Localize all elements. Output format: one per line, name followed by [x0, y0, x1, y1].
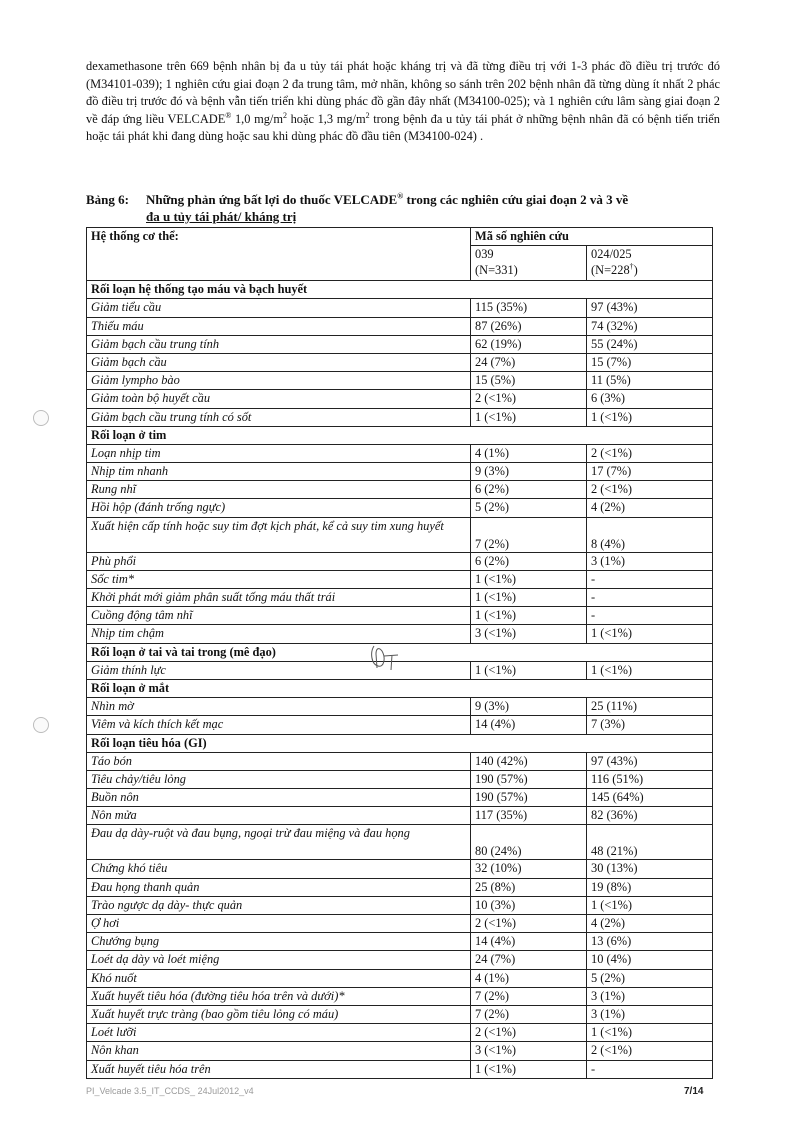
adverse-reaction-term: Rung nhĩ: [87, 481, 471, 499]
adverse-reaction-term: Hồi hộp (đánh trống ngực): [87, 499, 471, 517]
study-024-025-value: 25 (11%): [587, 698, 713, 716]
caption-text-2: trong các nghiên cứu giai đoạn 2 và 3 về: [403, 192, 629, 207]
table-row: [87, 770, 713, 788]
study-039-value: 117 (35%): [471, 807, 587, 825]
study-039-value: 15 (5%): [471, 372, 587, 390]
study-039-value: 1 (<1%): [471, 408, 587, 426]
adverse-reaction-term: Nhìn mờ: [87, 698, 471, 716]
study-024-025-value: 4 (2%): [587, 915, 713, 933]
study-n-close: ): [633, 263, 638, 278]
table-row: [87, 335, 713, 353]
adverse-reaction-term: Tiêu chảy/tiêu lỏng: [87, 770, 471, 788]
table-row: [87, 517, 713, 552]
table-row: [87, 1042, 713, 1060]
table-row: [87, 499, 713, 517]
table-row: [87, 570, 713, 588]
table-row: [87, 390, 713, 408]
study-024-025-value: 30 (13%): [587, 860, 713, 878]
category-label: Rối loạn ở tai và tai trong (mê đạo): [87, 643, 713, 661]
table-row: [87, 951, 713, 969]
table-row: [87, 716, 713, 734]
adverse-reaction-term: Chứng khó tiêu: [87, 860, 471, 878]
study-024-025-value: 15 (7%): [587, 353, 713, 371]
adverse-reaction-term: Xuất huyết trực tràng (bao gồm tiêu lỏng có máu): [87, 1005, 471, 1023]
table-row: [87, 860, 713, 878]
study-id: 039: [475, 247, 494, 262]
study-039-value: 115 (35%): [471, 299, 587, 317]
adverse-reaction-term: Sốc tim*: [87, 570, 471, 588]
category-row: [87, 426, 713, 444]
study-024-025-value: 3 (1%): [587, 1005, 713, 1023]
adverse-reaction-term: Phù phổi: [87, 552, 471, 570]
study-039-value: 1 (<1%): [471, 1060, 587, 1078]
study-024-025-value: 19 (8%): [587, 878, 713, 896]
table-row: [87, 1024, 713, 1042]
study-024-025-value: 82 (36%): [587, 807, 713, 825]
study-024-025-value: 2 (<1%): [587, 1042, 713, 1060]
study-039-value: 3 (<1%): [471, 625, 587, 643]
table-row: [87, 1060, 713, 1078]
table-row: [87, 1005, 713, 1023]
header-study-number: Mã số nghiên cứu: [471, 228, 713, 246]
superscript-2: 2: [283, 110, 287, 120]
study-n: (N=331): [475, 263, 518, 278]
adverse-reaction-term: Xuất huyết tiêu hóa (đường tiêu hóa trên và dưới)*: [87, 987, 471, 1005]
handwritten-mark-icon: [368, 642, 408, 672]
registered-mark: ®: [397, 191, 404, 201]
header-study-024-025: [587, 246, 713, 281]
study-024-025-value: 97 (43%): [587, 752, 713, 770]
study-039-value: 6 (2%): [471, 552, 587, 570]
study-039-value: 1 (<1%): [471, 661, 587, 679]
study-024-025-value: -: [587, 1060, 713, 1078]
header-study-039: [471, 246, 587, 281]
study-039-value: 190 (57%): [471, 770, 587, 788]
study-024-025-value: 2 (<1%): [587, 481, 713, 499]
study-039-value: 24 (7%): [471, 353, 587, 371]
study-039-value: 3 (<1%): [471, 1042, 587, 1060]
intro-paragraph: [86, 58, 720, 146]
table-row: [87, 825, 713, 860]
study-039-value: 6 (2%): [471, 481, 587, 499]
table-row: [87, 896, 713, 914]
study-039-value: 1 (<1%): [471, 570, 587, 588]
adverse-reaction-term: Buồn nôn: [87, 789, 471, 807]
study-039-value: 9 (3%): [471, 698, 587, 716]
study-024-025-value: 11 (5%): [587, 372, 713, 390]
study-024-025-value: 1 (<1%): [587, 661, 713, 679]
study-024-025-value: 1 (<1%): [587, 1024, 713, 1042]
study-039-value: 87 (26%): [471, 317, 587, 335]
study-039-value: 25 (8%): [471, 878, 587, 896]
study-039-value: 5 (2%): [471, 499, 587, 517]
intro-text-3: hoặc 1,3 mg/m: [287, 111, 366, 126]
footer-page-number: 7/14: [684, 1086, 704, 1097]
table-caption: [86, 191, 726, 225]
table-row: [87, 408, 713, 426]
study-024-025-value: 3 (1%): [587, 552, 713, 570]
adverse-reaction-term: Giảm lympho bào: [87, 372, 471, 390]
table-row: [87, 481, 713, 499]
registered-mark: ®: [225, 110, 232, 120]
study-024-025-value: 1 (<1%): [587, 896, 713, 914]
adverse-reaction-term: Giảm toàn bộ huyết cầu: [87, 390, 471, 408]
table-row: [87, 878, 713, 896]
adverse-reaction-term: Khó nuốt: [87, 969, 471, 987]
study-039-value: 190 (57%): [471, 789, 587, 807]
caption-text-1: Những phản ứng bất lợi do thuốc VELCADE: [146, 192, 398, 207]
category-row: [87, 734, 713, 752]
header-system: Hệ thống cơ thể:: [87, 228, 471, 281]
adverse-reaction-term: Giảm bạch cầu trung tính có sốt: [87, 408, 471, 426]
study-n: [591, 262, 708, 278]
table-row: [87, 987, 713, 1005]
table-header-row: [87, 228, 713, 246]
table-row: [87, 463, 713, 481]
study-024-025-value: 145 (64%): [587, 789, 713, 807]
table-row: [87, 969, 713, 987]
study-039-value: 80 (24%): [471, 825, 587, 860]
study-039-value: 32 (10%): [471, 860, 587, 878]
table-row: [87, 317, 713, 335]
adverse-reaction-term: Nhịp tim chậm: [87, 625, 471, 643]
study-n-text: (N=228: [591, 263, 630, 278]
study-039-value: 1 (<1%): [471, 589, 587, 607]
adverse-reaction-term: Viêm và kích thích kết mạc: [87, 716, 471, 734]
study-024-025-value: 7 (3%): [587, 716, 713, 734]
study-039-value: 2 (<1%): [471, 915, 587, 933]
intro-text-4: trong bệnh đa u tủy tái phát ở những bệnh nhân đã có bệnh tiến triển hoặc tái phát khi đang dùng hoặc sau khi dùng phác đồ đầu tiên (M34100-024) .: [86, 111, 720, 143]
adverse-reaction-term: Giảm thính lực: [87, 661, 471, 679]
study-024-025-value: 97 (43%): [587, 299, 713, 317]
study-024-025-value: -: [587, 570, 713, 588]
study-024-025-value: 4 (2%): [587, 499, 713, 517]
adverse-reaction-term: Xuất huyết tiêu hóa trên: [87, 1060, 471, 1078]
footer-document-id: PI_Velcade 3.5_IT_CCDS_ 24Jul2012_v4: [86, 1086, 254, 1096]
table-row: [87, 607, 713, 625]
table-label: Bảng 6:: [86, 192, 129, 207]
adverse-reaction-term: Thiếu máu: [87, 317, 471, 335]
table-row: [87, 625, 713, 643]
table-row: [87, 698, 713, 716]
study-039-value: 10 (3%): [471, 896, 587, 914]
category-label: Rối loạn ở tim: [87, 426, 713, 444]
table-row: [87, 353, 713, 371]
study-039-value: 4 (1%): [471, 969, 587, 987]
table-row: [87, 789, 713, 807]
adverse-reaction-term: Nôn mửa: [87, 807, 471, 825]
adverse-reaction-term: Nôn khan: [87, 1042, 471, 1060]
study-039-value: 14 (4%): [471, 933, 587, 951]
adverse-reaction-term: Đau họng thanh quản: [87, 878, 471, 896]
table-row: [87, 807, 713, 825]
adverse-reaction-term: Giảm bạch cầu: [87, 353, 471, 371]
study-024-025-value: 116 (51%): [587, 770, 713, 788]
intro-text-2: 1,0 mg/m: [231, 111, 283, 126]
study-024-025-value: 10 (4%): [587, 951, 713, 969]
adverse-reaction-term: Nhịp tim nhanh: [87, 463, 471, 481]
study-id: 024/025: [591, 247, 632, 262]
study-024-025-value: 13 (6%): [587, 933, 713, 951]
caption-text-3: đa u tủy tái phát/ kháng trị: [146, 209, 297, 224]
study-024-025-value: 74 (32%): [587, 317, 713, 335]
table-row: [87, 299, 713, 317]
category-label: Rối loạn hệ thống tạo máu và bạch huyết: [87, 281, 713, 299]
study-039-value: 2 (<1%): [471, 1024, 587, 1042]
adverse-reaction-term: Giảm tiểu cầu: [87, 299, 471, 317]
binder-hole-icon: [33, 717, 49, 733]
study-039-value: 2 (<1%): [471, 390, 587, 408]
adverse-reaction-term: Khởi phát mới giảm phân suất tống máu thất trái: [87, 589, 471, 607]
adverse-reaction-term: Ợ hơi: [87, 915, 471, 933]
study-039-value: 7 (2%): [471, 517, 587, 552]
dagger-mark: †: [629, 262, 634, 272]
adverse-reaction-term: Cuồng động tâm nhĩ: [87, 607, 471, 625]
adverse-reaction-term: Chướng bụng: [87, 933, 471, 951]
study-024-025-value: 1 (<1%): [587, 625, 713, 643]
study-039-value: 140 (42%): [471, 752, 587, 770]
adverse-reaction-term: Loét dạ dày và loét miệng: [87, 951, 471, 969]
study-024-025-value: 5 (2%): [587, 969, 713, 987]
table-row: [87, 372, 713, 390]
category-label: Rối loạn ở mắt: [87, 679, 713, 697]
category-label: Rối loạn tiêu hóa (GI): [87, 734, 713, 752]
study-039-value: 7 (2%): [471, 1005, 587, 1023]
study-039-value: 62 (19%): [471, 335, 587, 353]
category-row: [87, 679, 713, 697]
table-row: [87, 752, 713, 770]
study-024-025-value: 17 (7%): [587, 463, 713, 481]
study-039-value: 4 (1%): [471, 444, 587, 462]
table-row: [87, 552, 713, 570]
study-039-value: 1 (<1%): [471, 607, 587, 625]
study-024-025-value: 8 (4%): [587, 517, 713, 552]
adverse-reaction-term: Trào ngược dạ dày- thực quản: [87, 896, 471, 914]
study-024-025-value: 1 (<1%): [587, 408, 713, 426]
study-024-025-value: -: [587, 589, 713, 607]
study-024-025-value: 6 (3%): [587, 390, 713, 408]
adverse-reaction-term: Táo bón: [87, 752, 471, 770]
superscript-2: 2: [365, 110, 370, 120]
adverse-reaction-term: Loét lưỡi: [87, 1024, 471, 1042]
table-row: [87, 915, 713, 933]
adverse-reaction-term: Loạn nhịp tim: [87, 444, 471, 462]
study-039-value: 7 (2%): [471, 987, 587, 1005]
study-024-025-value: 48 (21%): [587, 825, 713, 860]
category-row: [87, 281, 713, 299]
table-row: [87, 444, 713, 462]
adverse-reaction-term: Đau dạ dày-ruột và đau bụng, ngoại trừ đau miệng và đau họng: [87, 825, 471, 860]
adverse-reaction-term: Xuất hiện cấp tính hoặc suy tim đợt kịch phát, kể cả suy tim xung huyết: [87, 517, 471, 552]
study-039-value: 14 (4%): [471, 716, 587, 734]
study-024-025-value: 3 (1%): [587, 987, 713, 1005]
study-024-025-value: 2 (<1%): [587, 444, 713, 462]
intro-text-1: dexamethasone trên 669 bệnh nhân bị đa u tủy tái phát hoặc kháng trị và đã từng điều trị với 1-3 phác đồ điều trị trước đó (M34101-039); 1 nghiên cứu giai đoạn 2 đa trung tâm, mở nhãn, không so sánh trên 202 bệnh nhân đã từng dùng ít nhất 2 phác đồ điều trị trước đó và bệnh vẫn tiến triển khi dùng phác đồ gần đây nhất (M34100-025); và 1 nghiên cứu lâm sàng giai đoạn 2 về đáp ứng liều VELCADE: [86, 59, 720, 126]
table-row: [87, 933, 713, 951]
binder-hole-icon: [33, 410, 49, 426]
study-039-value: 9 (3%): [471, 463, 587, 481]
study-024-025-value: -: [587, 607, 713, 625]
study-024-025-value: 55 (24%): [587, 335, 713, 353]
study-039-value: 24 (7%): [471, 951, 587, 969]
adverse-reaction-term: Giảm bạch cầu trung tính: [87, 335, 471, 353]
table-row: [87, 589, 713, 607]
